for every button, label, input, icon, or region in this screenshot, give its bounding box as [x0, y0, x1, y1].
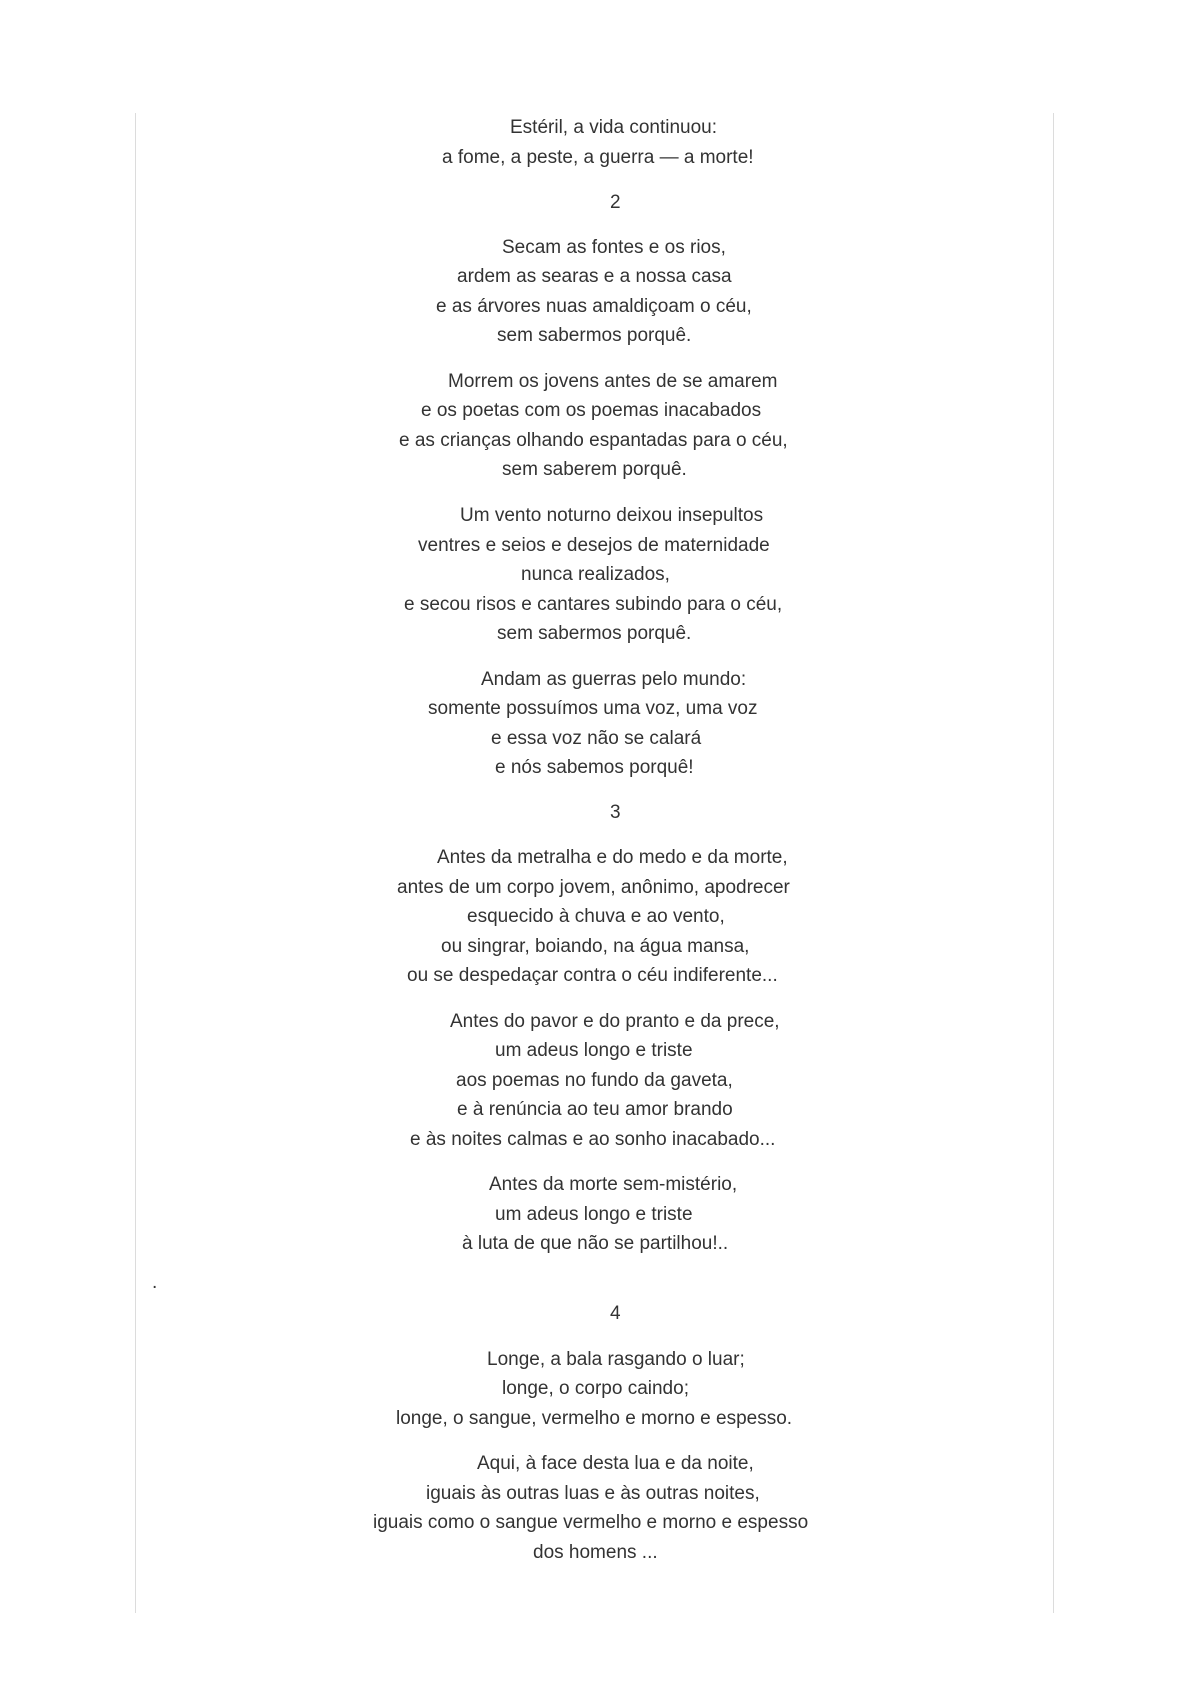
poem-line: longe, o corpo caindo;	[502, 1378, 689, 1399]
poem-line: e secou risos e cantares subindo para o céu,	[404, 594, 783, 615]
poem-line: Um vento noturno deixou insepultos	[460, 505, 764, 526]
poem-line: aos poemas no fundo da gaveta,	[456, 1070, 733, 1091]
poem-line: Morrem os jovens antes de se amarem	[448, 371, 778, 392]
poem-line: a fome, a peste, a guerra — a morte!	[442, 147, 754, 168]
section-number: 2	[610, 192, 621, 213]
poem-line: ardem as searas e a nossa casa	[457, 266, 732, 287]
poem-line: Longe, a bala rasgando o luar;	[487, 1349, 745, 1370]
poem-line: ventres e seios e desejos de maternidade	[418, 535, 770, 556]
section-number: 3	[610, 802, 621, 823]
stray-dot: .	[152, 1272, 158, 1293]
poem-line: sem sabermos porquê.	[497, 325, 692, 346]
poem-line: iguais como o sangue vermelho e morno e espesso	[373, 1512, 809, 1533]
poem-line: nunca realizados,	[521, 564, 670, 585]
poem-line: ou se despedaçar contra o céu indiferente...	[407, 965, 778, 986]
poem-line: iguais às outras luas e às outras noites,	[426, 1483, 760, 1504]
poem-line: e às noites calmas e ao sonho inacabado...	[410, 1129, 776, 1150]
poem-line: e à renúncia ao teu amor brando	[457, 1099, 733, 1120]
poem-line: somente possuímos uma voz, uma voz	[428, 698, 758, 719]
poem-line: Aqui, à face desta lua e da noite,	[477, 1453, 754, 1474]
poem-line: sem sabermos porquê.	[497, 623, 692, 644]
poem-line: Antes da metralha e do medo e da morte,	[437, 847, 788, 868]
poem-line: e essa voz não se calará	[491, 728, 702, 749]
poem-line: Andam as guerras pelo mundo:	[481, 669, 747, 690]
poem-line: longe, o sangue, vermelho e morno e espesso.	[396, 1408, 793, 1429]
poem-line: antes de um corpo jovem, anônimo, apodrecer	[397, 877, 790, 898]
poem-line: e os poetas com os poemas inacabados	[421, 400, 762, 421]
poem-line: Antes do pavor e do pranto e da prece,	[450, 1011, 780, 1032]
poem-line: um adeus longo e triste	[495, 1204, 693, 1225]
poem-line: Estéril, a vida continuou:	[510, 117, 718, 138]
poem-line: ou singrar, boiando, na água mansa,	[441, 936, 750, 957]
section-number: 4	[610, 1303, 621, 1324]
poem-line: esquecido à chuva e ao vento,	[467, 906, 725, 927]
poem-line: sem saberem porquê.	[502, 459, 687, 480]
poem-line: à luta de que não se partilhou!..	[462, 1233, 729, 1254]
poem-line: um adeus longo e triste	[495, 1040, 693, 1061]
poem-line: Secam as fontes e os rios,	[502, 237, 726, 258]
poem-line: e as árvores nuas amaldiçoam o céu,	[436, 296, 752, 317]
poem-line: dos homens ...	[533, 1542, 658, 1563]
poem-line: e nós sabemos porquê!	[495, 757, 694, 778]
poem-line: Antes da morte sem-mistério,	[489, 1174, 738, 1195]
poem-line: e as crianças olhando espantadas para o céu,	[399, 430, 788, 451]
